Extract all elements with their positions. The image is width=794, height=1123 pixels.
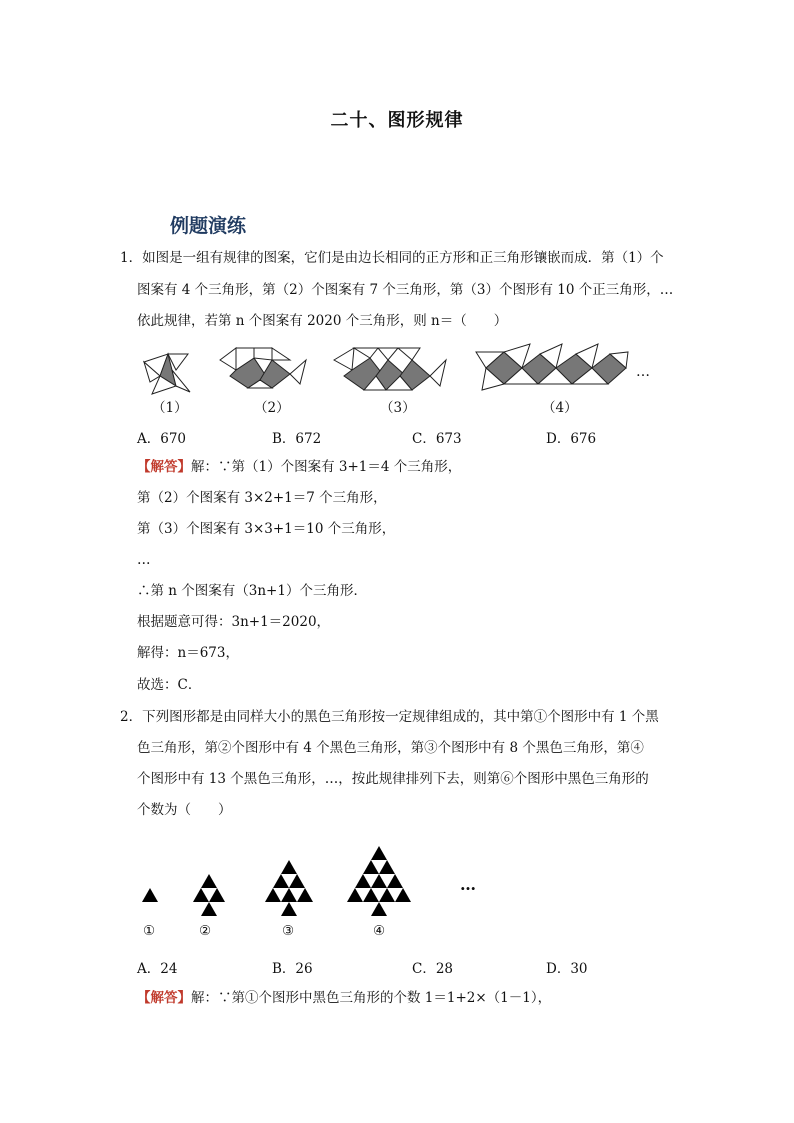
q1-answer-line-3: 第（3）个图案有 3×3+1＝10 个三角形，	[137, 521, 396, 537]
page-title: 二十、图形规律	[330, 110, 464, 131]
black-triangle	[379, 860, 395, 874]
black-triangle	[142, 888, 158, 902]
black-triangle	[265, 888, 281, 902]
q1-answer-tag: 【解答】	[137, 459, 191, 475]
q2-figure-ellipsis: …	[460, 875, 476, 894]
q2-line-4: 个数为（ ）	[137, 802, 232, 818]
q1-answer-line-7: 解得：n＝673，	[137, 645, 239, 661]
q1-line-2: 图案有 4 个三角形，第（2）个图案有 7 个三角形，第（3）个图形有 10 个正三角形，…	[137, 282, 674, 298]
q2-answer-row	[137, 988, 551, 1008]
black-triangle	[395, 888, 411, 902]
q2-triangle-groups	[142, 846, 411, 916]
black-triangle	[297, 888, 313, 902]
q2-fig-label-2: ②	[199, 923, 212, 939]
q1-answer-line-6: 根据题意可得：3n+1＝2020，	[137, 614, 331, 630]
q2-fig-label-4: ④	[373, 923, 386, 939]
q1-option-c: C．673	[412, 431, 462, 447]
black-triangle	[281, 860, 297, 874]
q1-fig-label-3: （3）	[380, 400, 416, 416]
black-triangle	[281, 888, 297, 902]
q1-option-a: A．670	[137, 431, 187, 447]
black-triangle	[371, 902, 387, 916]
q2-option-b: B．26	[272, 961, 313, 977]
black-triangle	[289, 874, 305, 888]
black-triangle	[379, 888, 395, 902]
q2-option-a: A．24	[137, 961, 178, 977]
q1-figures-svg	[130, 340, 650, 400]
q2-option-d: D．30	[546, 961, 588, 977]
q2-answer-tag: 【解答】	[137, 990, 191, 1006]
q1-pattern-3	[334, 348, 446, 390]
q2-fig-label-1: ①	[143, 923, 156, 939]
section-heading: 例题演练	[170, 215, 247, 237]
q1-figure-strip	[130, 340, 650, 400]
q1-pattern-2	[220, 348, 306, 388]
q2-line-2: 色三角形，第②个图形中有 4 个黑色三角形，第③个图形中有 8 个黑色三角形，第④	[137, 740, 644, 756]
q1-fig-label-4: （4）	[542, 400, 578, 416]
q2-line-1: 2．下列图形都是由同样大小的黑色三角形按一定规律组成的，其中第①个图形中有 1 个黑	[120, 709, 659, 725]
q1-fig-label-2: （2）	[254, 400, 290, 416]
black-triangle	[371, 874, 387, 888]
q1-answer-row-1	[137, 457, 461, 477]
q1-pattern-1	[144, 354, 190, 394]
q1-figure-ellipsis: …	[636, 364, 650, 380]
black-triangle	[201, 874, 217, 888]
black-triangle	[209, 888, 225, 902]
q1-option-b: B．672	[272, 431, 322, 447]
q1-line-1: 1．如图是一组有规律的图案，它们是由边长相同的正方形和正三角形镶嵌而成．第（1）个	[120, 250, 664, 266]
q1-answer-line-5: ∴第 n 个图案有（3n+1）个三角形．	[137, 583, 367, 599]
black-triangle	[363, 860, 379, 874]
q1-pattern-4	[476, 344, 628, 390]
q1-answer-line-1: 解：∵第（1）个图案有 3+1＝4 个三角形，	[191, 459, 462, 475]
q2-fig-label-3: ③	[282, 923, 295, 939]
black-triangle	[371, 846, 387, 860]
black-triangle	[273, 874, 289, 888]
black-triangle	[363, 888, 379, 902]
q2-figure-strip	[130, 832, 510, 922]
q2-answer-line: 解：∵第①个图形中黑色三角形的个数 1＝1+2×（1－1），	[191, 990, 552, 1006]
q2-option-c: C．28	[412, 961, 454, 977]
black-triangle	[387, 874, 403, 888]
black-triangle	[201, 902, 217, 916]
q1-option-d: D．676	[546, 431, 597, 447]
q1-line-3: 依此规律，若第 n 个图案有 2020 个三角形，则 n＝（ ）	[137, 313, 508, 329]
black-triangle	[355, 874, 371, 888]
q1-fig-label-1: （1）	[152, 400, 188, 416]
q1-answer-line-8: 故选：C．	[137, 677, 202, 693]
q1-answer-line-2: 第（2）个图案有 3×2+1＝7 个三角形，	[137, 490, 387, 506]
black-triangle	[193, 888, 209, 902]
q1-answer-line-4: …	[137, 552, 151, 568]
black-triangle	[347, 888, 363, 902]
q2-line-3: 个图形中有 13 个黑色三角形，…，按此规律排列下去，则第⑥个图形中黑色三角形的	[137, 771, 649, 787]
q2-figures-svg	[130, 832, 510, 922]
black-triangle	[281, 902, 297, 916]
